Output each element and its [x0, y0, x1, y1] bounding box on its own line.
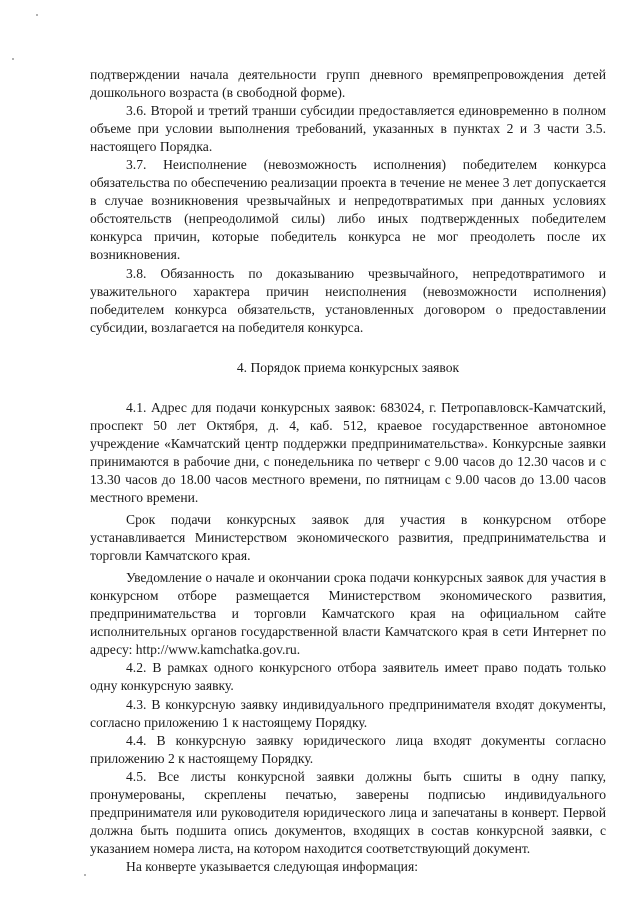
- scan-speck: [12, 58, 14, 60]
- section-heading: 4. Порядок приема конкурсных заявок: [236, 359, 460, 375]
- paragraph-4-5: 4.5. Все листы конкурсной заявки должны быть сшиты в одну папку, пронумерованы, скреплены печатью, заверены подписью индивидуального предпринимателя или руководителя юридического лица и запечатаны в конверт. Первой должна быть подшита опись документов, входящих в состав конкурсной заявки, с указанием номера листа, на котором находится соответствующий документ.: [90, 768, 606, 856]
- paragraph-3-8: 3.8. Обязанность по доказыванию чрезвычайного, непредотвратимого и уважительного характера причин неисполнения (невозможности исполнения) победителем конкурса обязательств, установленных договором о предоставлении субсидии, возлагается на победителя конкурса.: [90, 265, 606, 335]
- paragraph-deadline: Срок подачи конкурсных заявок для участия в конкурсном отборе устанавливается Министерством экономического развития, предпринимательства и торговли Камчатского края.: [90, 512, 606, 564]
- scan-speck: [36, 14, 38, 16]
- paragraph-continuation: подтверждении начала деятельности групп дневного времяпрепровождения детей дошкольного возраста (в свободной форме).: [90, 67, 606, 101]
- paragraph-4-4: 4.4. В конкурсную заявку юридического лица входят документы согласно приложению 2 к настоящему Порядку.: [90, 732, 606, 766]
- document-page: [90, 66, 606, 876]
- paragraph-envelope: На конверте указывается следующая информация:: [126, 858, 418, 874]
- paragraph-4-3: 4.3. В конкурсную заявку индивидуального предпринимателя входят документы, согласно приложению 1 к настоящему Порядку.: [90, 696, 606, 730]
- paragraph-notification: Уведомление о начале и окончании срока подачи конкурсных заявок для участия в конкурсном отборе размещается Министерством экономического развития, предпринимательства и торговли Камчатского края на официальном сайте исполнительных органов государственной власти Камчатского края в сети Интернет по адресу: http://www.kamchatka.gov.ru.: [90, 570, 606, 658]
- paragraph-4-2: 4.2. В рамках одного конкурсного отбора заявитель имеет право подать только одну конкурсную заявку.: [90, 660, 606, 694]
- paragraph-3-6: 3.6. Второй и третий транши субсидии предоставляется единовременно в полном объеме при условии выполнения требований, указанных в пунктах 2 и 3 части 3.5. настоящего Порядка.: [90, 103, 606, 155]
- paragraph-4-1: 4.1. Адрес для подачи конкурсных заявок: 683024, г. Петропавловск-Камчатский, проспект 50 лет Октября, д. 4, каб. 512, краевое государственное автономное учреждение «Камчатский центр поддержки предпринимательства». Конкурсные заявки принимаются в рабочие дни, с понедельника по четверг с 9.00 часов до 12.30 часов и с 13.30 часов до 18.00 часов местного времени, по пятницам с 9.00 часов до 13.00 часов местного времени.: [90, 399, 606, 505]
- paragraph-3-7: 3.7. Неисполнение (невозможность исполнения) победителем конкурса обязательства по обеспечению реализации проекта в течение не менее 3 лет допускается в случае возникновения чрезвычайных и непредотвратимых при данных условиях обстоятельств (непреодолимой силы) либо иных подтвержденных победителем конкурса причин, которые победитель конкурса не мог преодолеть после их возникновения.: [90, 157, 606, 263]
- scan-speck: [84, 874, 86, 876]
